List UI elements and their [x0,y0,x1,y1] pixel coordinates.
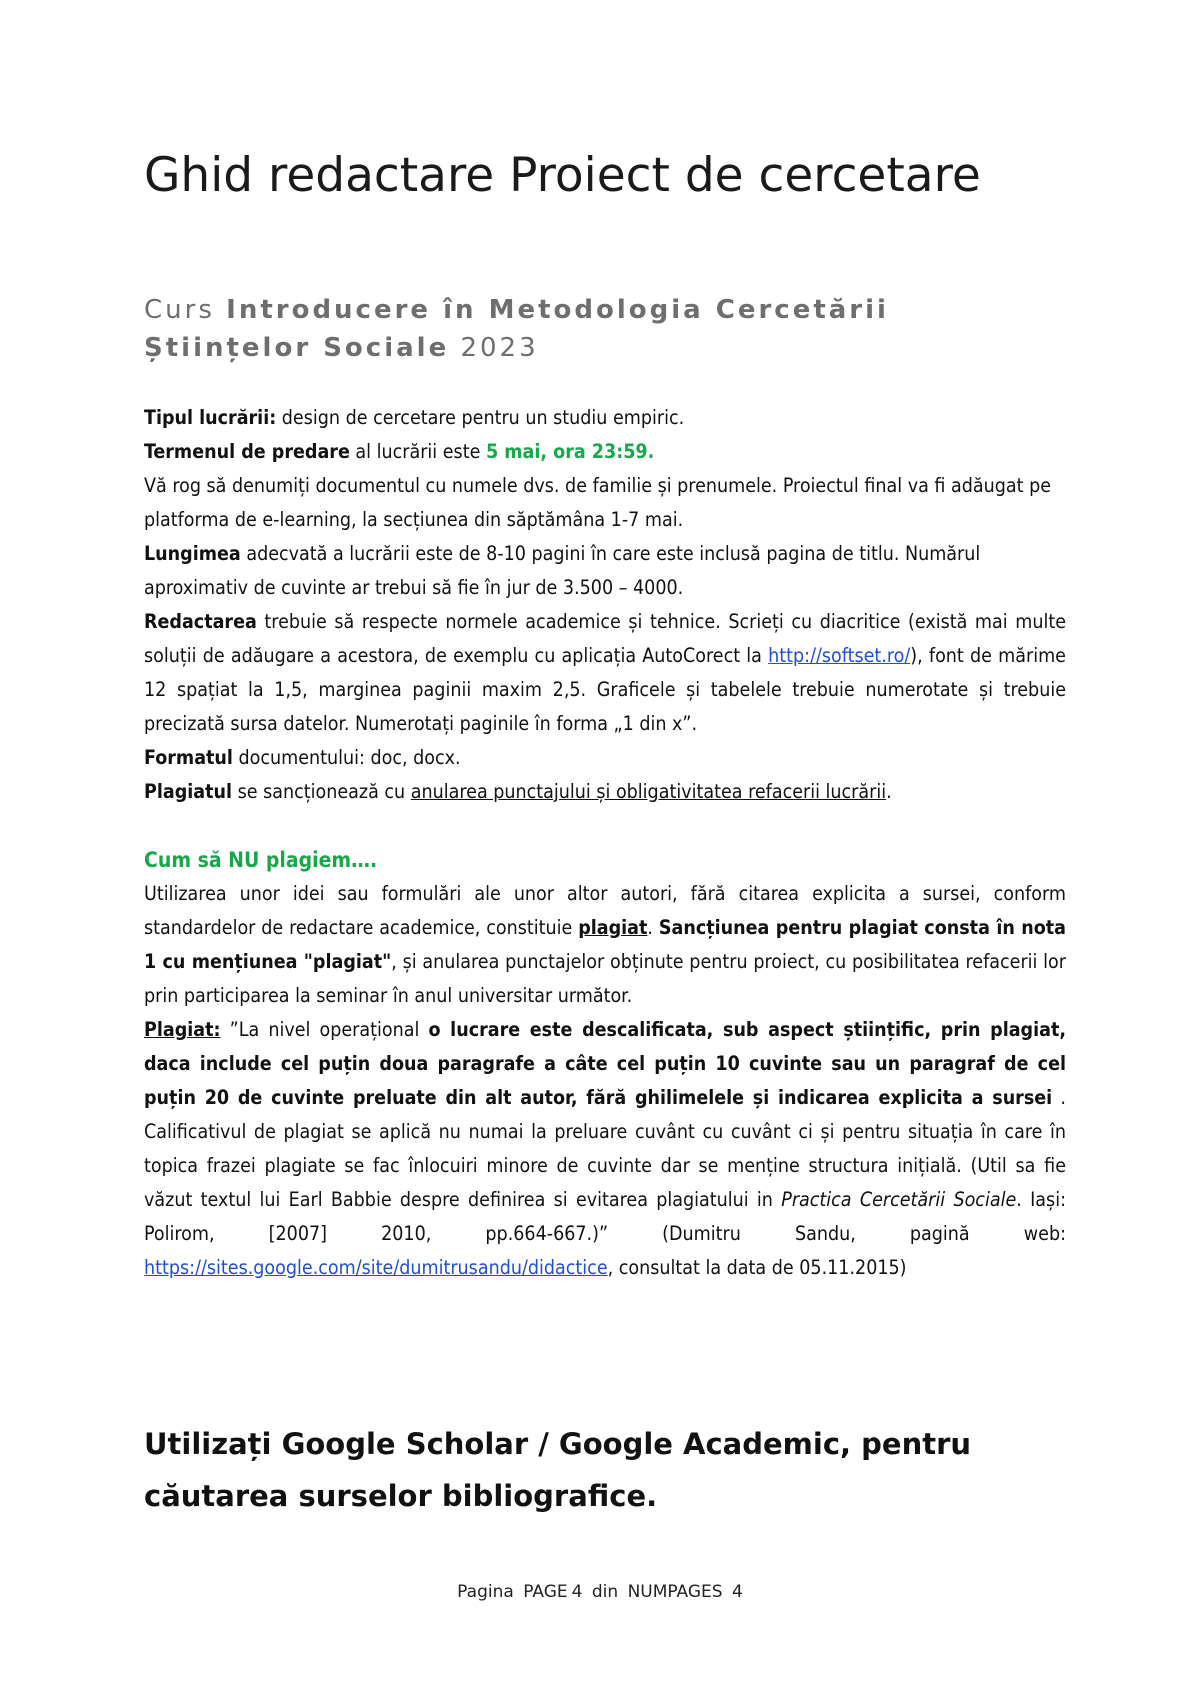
paragraph-lungime [144,537,1066,605]
subtitle-year: 2023 [449,333,539,363]
format-label: Formatul [144,746,233,769]
plagiat-penalty: anularea punctajului și obligativitatea refacerii lucrării [410,780,887,803]
paragraph-redactare [144,605,1066,741]
footer-pagina: Pagina [457,1582,514,1602]
page-number-format: „1 din x”. [613,712,698,735]
paragraph-denumire: Vă rog să denumiți documentul cu numele dvs. de familie și prenumele. Proiectul final va fi adăugat pe platforma de e-learning, la secțiunea din săptămâna 1-7 mai. [144,474,1052,531]
spacer [144,809,1066,843]
definitie-text-2: . Calificativul de plagiat se aplică nu numai la preluare cuvânt cu cuvânt ci și pentru situația în care în topica frazei plagiate se fac înlocuiri minore de cuvinte dar se menține structura inițială. (Util sa fie văzut textul lui Earl Babbie despre definirea si evitarea plagiatului in [144,1086,1066,1211]
redactare-label: Redactarea [144,610,257,633]
footer-numpages-field: NUMPAGES [627,1582,723,1602]
paragraph-tip [144,401,1066,435]
softset-link[interactable]: http://softset.ro/ [768,644,911,667]
format-text: documentului: doc, docx. [232,746,461,769]
footer-page-field: PAGE [523,1582,568,1602]
sanction-text: Sancțiunea pentru plagiat consta în nota 1 cu mențiunea "plagiat" [144,916,1067,973]
paragraph-plagiat [144,775,1066,809]
paragraph-definitie [144,1013,1066,1285]
footer-total-pages: 4 [732,1582,743,1602]
subtitle-course: Introducere în Metodologia Cercetării Științelor Sociale [144,295,889,363]
course-subtitle [144,291,1066,367]
document-body [144,401,1066,1285]
book-title: Practica Cercetării Sociale [781,1188,1017,1211]
utilizarea-text-3: , și anularea punctajelor obținute pentru proiect, cu posibilitatea refacerii lor prin participarea la seminar în anul universitar următor. [144,950,1066,1007]
plagiat-end: . [886,780,892,803]
definitie-label: Plagiat: [144,1018,221,1041]
paragraph-termen [144,435,1066,469]
termen-label: Termenul de predare [144,440,350,463]
utilizarea-text-1: Utilizarea unor idei sau formulări ale unor altor autori, fără citarea explicita a sursei, conform standardelor de redactare academice, constituie [144,882,1066,939]
deadline: 5 mai, ora 23:59. [485,440,655,463]
lungime-label: Lungimea [144,542,241,565]
lungime-text: adecvată a lucrării este de 8-10 pagini în care este inclusă pagina de titlu. Numărul aproximativ de cuvinte ar trebui să fie în jur de 3.500 – 4000. [144,542,981,599]
redactare-text-1: trebuie să respecte normele academice și tehnice. Scrieți cu diacritice (există mai multe soluții de adăugare a acestora, de exemplu cu aplicația AutoCorect la [144,610,1066,667]
subtitle-prefix: Curs [144,295,227,325]
tip-label: Tipul lucrării: [144,406,277,429]
tip-text: design de cercetare pentru un studiu empiric. [276,406,685,429]
sandu-link[interactable]: https://sites.google.com/site/dumitrusandu/didactice [144,1256,608,1279]
paragraph-utilizarea [144,877,1066,1013]
page-title: Ghid redactare Proiect de cercetare [144,148,981,203]
paragraph-format [144,741,1066,775]
page-footer [0,1582,1200,1602]
utilizarea-text-2: . [647,916,659,939]
definitie-bold: o lucrare este descalificata, sub aspect științific, prin plagiat, daca include cel puțin doua paragrafe a câte cel puțin 10 cuvinte sau un paragraf de cel puțin 20 de cuvinte preluate din alt autor, fără ghilimelele și indicarea explicita a sursei [144,1018,1066,1109]
plagiat-text: se sancționează cu [232,780,411,803]
section-heading: Cum să NU plagiem…. [144,848,378,872]
termen-text: al lucrării este [349,440,486,463]
definitie-text-3: . Iași: Polirom, [2007] 2010, pp.664-667.)” (Dumitru Sandu, pagină web: [144,1188,1066,1245]
plagiat-label: Plagiatul [144,780,232,803]
redactare-text-2: ), font de mărime 12 spațiat la 1,5, marginea paginii maxim 2,5. Graficele și tabelele trebuie numerotate și trebuie precizată sursa datelor. Numerotați paginile în forma [144,644,1066,735]
footer-din: din [591,1582,619,1602]
definitie-text-1: ”La nivel operațional [220,1018,429,1041]
google-scholar-note: Utilizați Google Scholar / Google Academic, pentru căutarea surselor bibliografice. [144,1427,972,1513]
plagiat-word: plagiat [578,916,648,939]
footer-page-number: 4 [571,1582,583,1602]
definitie-text-4: , consultat la data de 05.11.2015) [607,1256,907,1279]
